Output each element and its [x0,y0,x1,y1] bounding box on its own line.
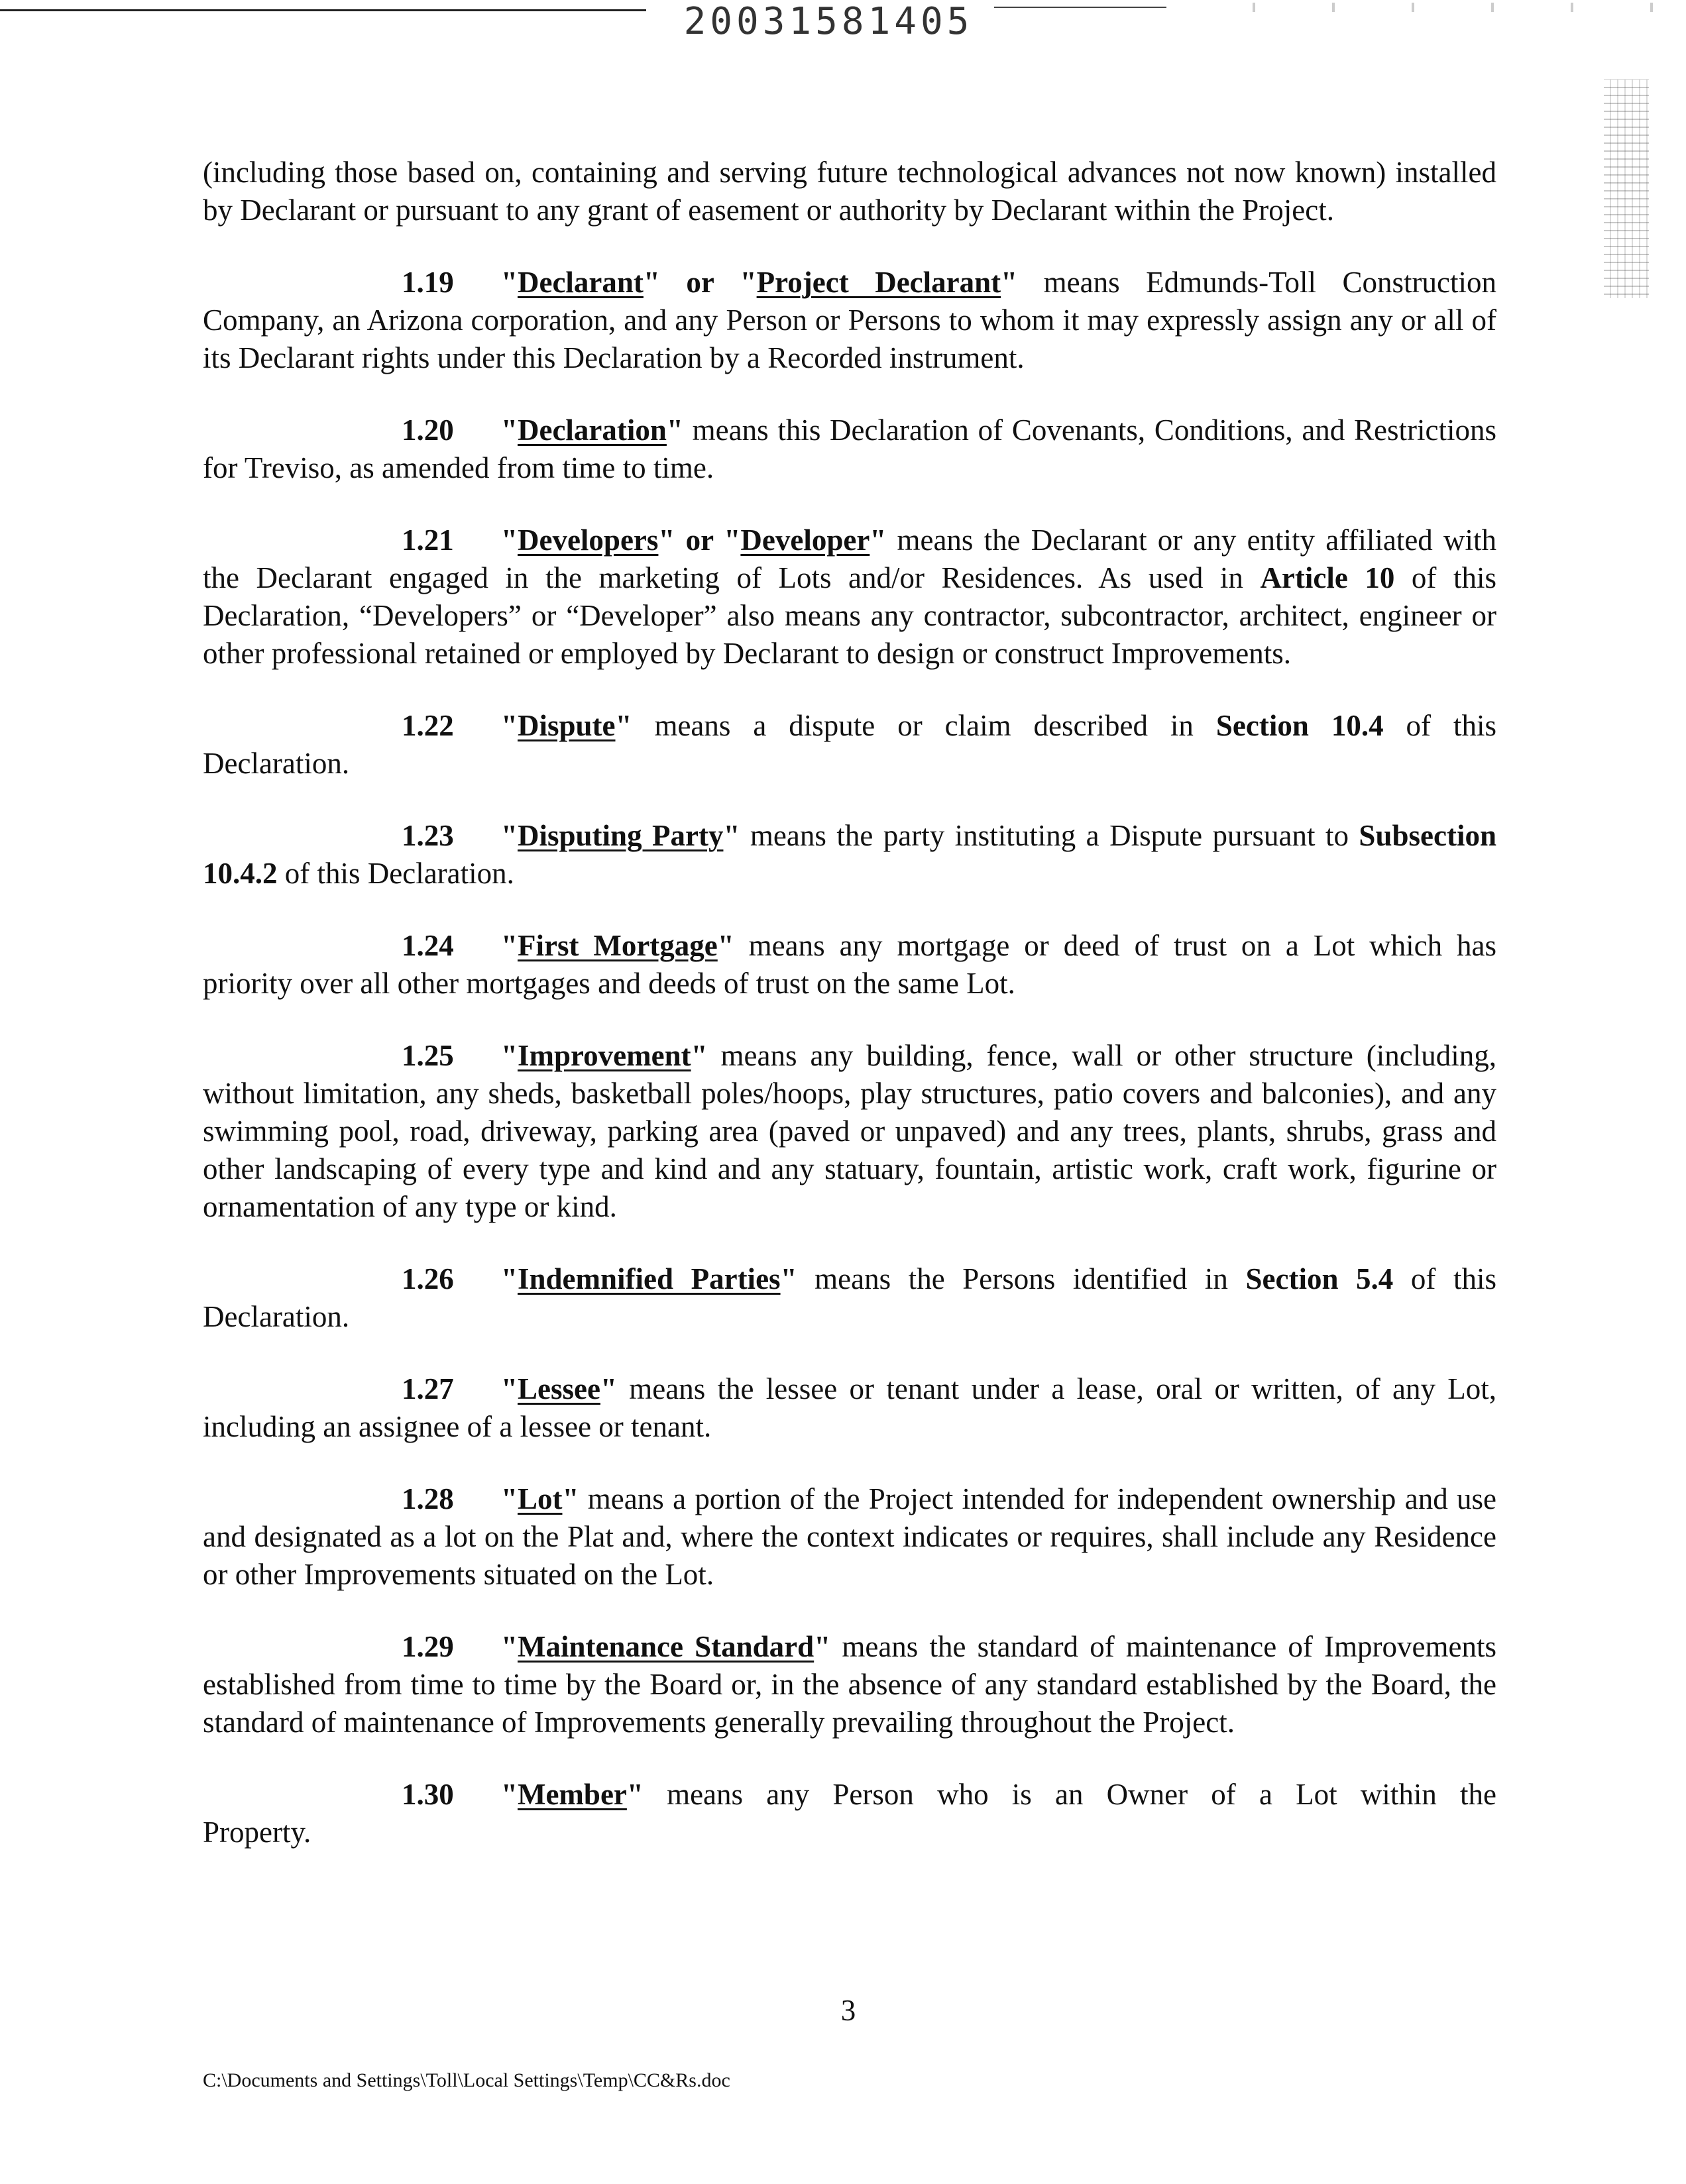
definition-text: means any mortgage or deed of trust on a Lot which has priority over all other mortgages and deeds of trust on the same Lot. [203,929,1496,1000]
defined-term: "Indemnified Parties" [501,1262,797,1295]
defined-term: "Declarant" or "Project Declarant" [501,266,1018,299]
definition-text: means the lessee or tenant under a lease, oral or written, of any Lot, including an assignee of a lessee or tenant. [203,1372,1496,1443]
section-number: 1.28 [402,1482,454,1515]
definition-text: means a dispute or claim described in [632,709,1216,742]
defined-term: "Developers" or "Developer" [501,523,887,557]
definition-text: means any Person who is an Owner of a Lot within the [643,1778,1496,1811]
definition-text: of this [1383,709,1496,742]
defined-term: "Lessee" [501,1372,617,1405]
document-body [203,154,1496,1851]
definition-text: means this Declaration of Covenants, Conditions, and Restrictions for Treviso, as amended from time to time. [203,413,1496,484]
section-number: 1.25 [402,1039,454,1072]
defined-term: "Dispute" [501,709,632,742]
section-number: 1.30 [402,1778,454,1811]
definition-1-24 [203,927,1496,1003]
paragraph-text: (including those based on, containing and serving future technological advances not now known) installed by Declarant or pursuant to any grant of easement or authority by Declarant within the Project. [203,156,1496,227]
continuation-paragraph [203,154,1496,229]
top-rule-right [994,7,1166,8]
vertical-recording-stamp [1604,80,1649,298]
defined-term: "First Mortgage" [501,929,734,962]
page-number: 3 [840,1994,856,2027]
section-number: 1.23 [402,819,454,852]
definition-1-28 [203,1480,1496,1594]
definition-text: means the Persons identified in [797,1262,1246,1295]
defined-term: "Improvement" [501,1039,708,1072]
section-number: 1.26 [402,1262,454,1295]
definition-text: means the party instituting a Dispute pursuant to [740,819,1359,852]
section-number: 1.27 [402,1372,454,1405]
section-number: 1.20 [402,413,454,447]
section-number: 1.21 [402,523,454,557]
definition-1-26 [203,1260,1496,1336]
definition-1-27 [203,1370,1496,1446]
section-reference: Section 10.4 [1215,709,1384,742]
article-reference: Article 10 [1260,561,1395,594]
scan-specks [1213,3,1677,12]
definition-1-19 [203,264,1496,377]
section-number: 1.22 [402,709,454,742]
definition-tail: Property. [203,1816,311,1849]
definition-text: means a portion of the Project intended for independent ownership and use and designated as a lot on the Plat and, where the context indicates or requires, shall include any Residence or other Improvements situated on the Lot. [203,1482,1496,1591]
recording-number: 20031581405 [683,0,974,43]
top-rule-left [0,9,646,11]
definition-1-29 [203,1628,1496,1741]
definition-tail: Declaration. [203,1300,350,1333]
footer-file-path: C:\Documents and Settings\Toll\Local Settings\Temp\CC&Rs.doc [203,2069,730,2091]
defined-term: "Maintenance Standard" [501,1630,831,1663]
definition-text: of this Declaration. [277,857,514,890]
definition-text: of this Declaration, “Developers” or “Developer” also means any contractor, subcontractor, architect, engineer or other professional retained or employed by Declarant to design or construct Improvements. [203,561,1496,670]
defined-term: "Member" [501,1778,644,1811]
section-number: 1.24 [402,929,454,962]
defined-term: "Declaration" [501,413,683,447]
definition-1-21 [203,521,1496,673]
definition-1-30 [203,1776,1496,1851]
definition-text: means the Declarant or any entity affiliated with the Declarant engaged in the marketing of Lots and/or Residences. As used in [203,523,1496,594]
definition-text: means any building, fence, wall or other structure (including, without limitation, any sheds, basketball poles/hoops, play structures, patio covers and balconies), and any swimming pool, road, driveway, parking area (paved or unpaved) and any trees, plants, shrubs, grass and other landscaping of every type and kind and any statuary, fountain, artistic work, craft work, figurine or ornamentation of any type or kind. [203,1039,1496,1223]
defined-term: "Lot" [501,1482,579,1515]
defined-term: "Disputing Party" [501,819,740,852]
definition-1-25 [203,1037,1496,1226]
definition-1-23 [203,817,1496,893]
section-reference: Section 5.4 [1245,1262,1394,1295]
definition-text: means Edmunds-Toll Construction Company, an Arizona corporation, and any Person or Persons to whom it may expressly assign any or all of its Declarant rights under this Declaration by a Recorded instrument. [203,266,1496,374]
definition-1-22 [203,707,1496,783]
definition-text: means the standard of maintenance of Improvements established from time to time by the Board or, in the absence of any standard established by the Board, the standard of maintenance of Improvements generally prevailing throughout the Project. [203,1630,1496,1739]
definition-1-20 [203,411,1496,487]
section-number: 1.19 [402,266,454,299]
definition-text: of this [1393,1262,1496,1295]
subsection-reference: Subsection 10.4.2 [203,819,1496,890]
section-number: 1.29 [402,1630,454,1663]
definition-tail: Declaration. [203,747,350,780]
